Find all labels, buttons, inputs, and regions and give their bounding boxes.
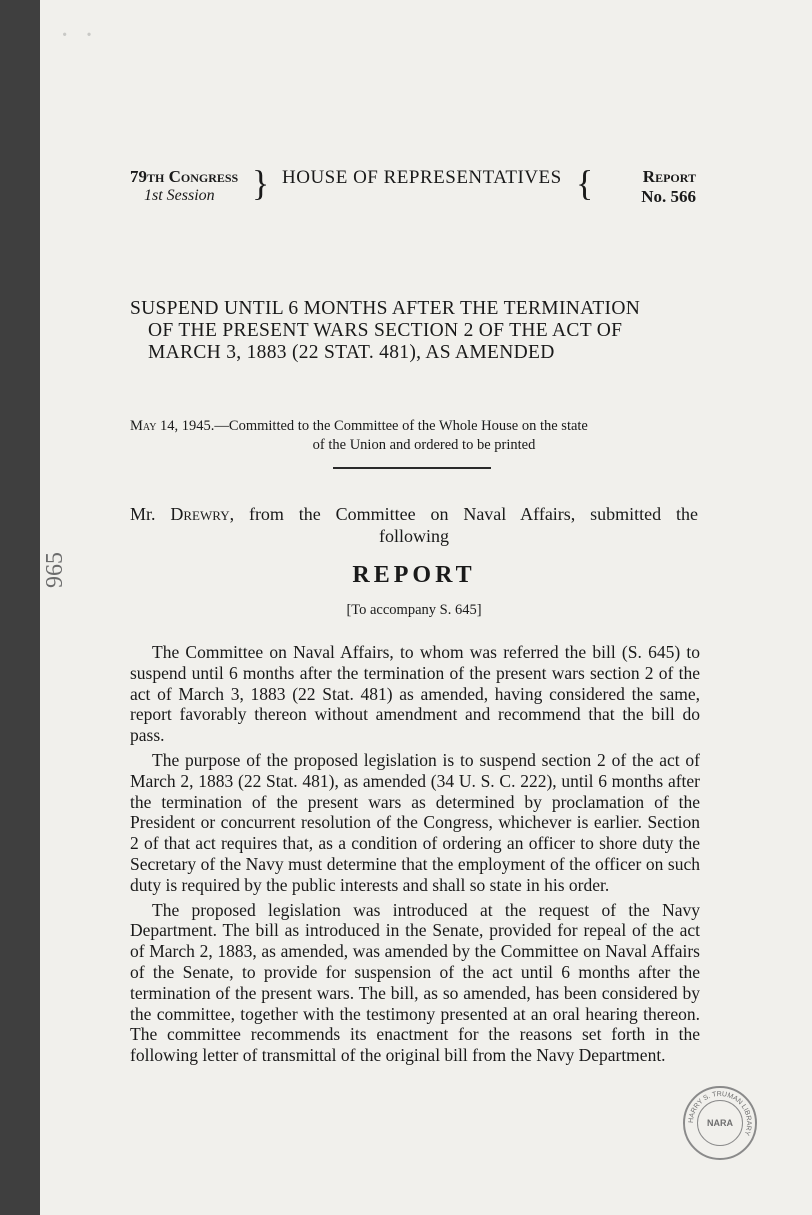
title-line: OF THE PRESENT WARS SECTION 2 OF THE ACT OF [148, 320, 623, 341]
accompany-note: [To accompany S. 645] [346, 602, 482, 618]
session-label: 1st Session [144, 187, 215, 204]
report-header [130, 163, 696, 209]
dateline-text: of the Union and ordered to be printed [312, 437, 536, 453]
body-paragraph: The proposed legislation was introduced at the request of the Navy Department. The bill as introduced in the Senate, provided for repeal of the act of March 2, 1883, as amended, was amended by the Committee on Naval Affairs of the Senate, to provide for suspension of the act until 6 months after the termination of the present wars. The bill, as so amended, has been considered by the committee, together with the testimony presented at an oral hearing thereon. The committee recommends its enactment for the reasons set forth in the following letter of transmittal of the original bill from the Navy Department. [130, 899, 700, 1066]
title-line: MARCH 3, 1883 (22 STAT. 481), AS AMENDED [148, 342, 555, 363]
congress-label: 79th Congress [130, 167, 239, 186]
document-title [130, 298, 700, 364]
stamp-ring-text: HARRY S. TRUMAN LIBRARY [687, 1090, 753, 1137]
body-paragraph: The Committee on Naval Affairs, to whom was referred the bill (S. 645) to suspend until 6 months after the termination of the present wars section 2 of the act of March 3, 1883 (22 Stat. 481) as amended, having considered the same, report favorably thereon without amendment and recommend that the bill do pass. [130, 642, 700, 746]
report-body [130, 642, 700, 1070]
edge-smudge: · · [60, 20, 98, 51]
house-title: HOUSE OF REPRESENTATIVES [282, 167, 562, 188]
handwritten-margin-note: 965 [42, 552, 68, 588]
stamp-inner-text: NARA [707, 1118, 733, 1128]
svg-text:HARRY S. TRUMAN LIBRARY [688, 1091, 752, 1137]
member-name: Drewry [170, 504, 230, 524]
report-label: Report [642, 167, 696, 186]
submitted-by: Mr. Drewry, from the Committee on Naval Affairs, submitted the following [130, 504, 698, 546]
dateline-text: .—Committed to the Committee of the Whole House on the state [210, 418, 588, 434]
title-line: SUSPEND UNTIL 6 MONTHS AFTER THE TERMINATION [130, 298, 641, 319]
report-heading: REPORT [352, 562, 476, 588]
dateline-date: May 14, 1945 [130, 418, 211, 434]
left-brace: } [252, 163, 270, 203]
body-paragraph: The purpose of the proposed legislation is to suspend section 2 of the act of March 2, 1883 (22 Stat. 481), as amended (34 U. S. C. 222), until 6 months after the termination of the present wars as determined by proclamation of the President or concurrent resolution of the Congress, whichever is earlier. Section 2 of that act requires that, as a condition of ordering an officer to shore duty the Secretary of the Navy must determine that the employment of the officer on such duty is required by the public interests and shall so state in his order. [130, 749, 700, 895]
report-number: No. 566 [641, 187, 696, 206]
library-stamp [683, 1086, 757, 1160]
divider-rule [333, 467, 491, 469]
dateline [130, 417, 698, 455]
right-brace: { [576, 163, 594, 203]
